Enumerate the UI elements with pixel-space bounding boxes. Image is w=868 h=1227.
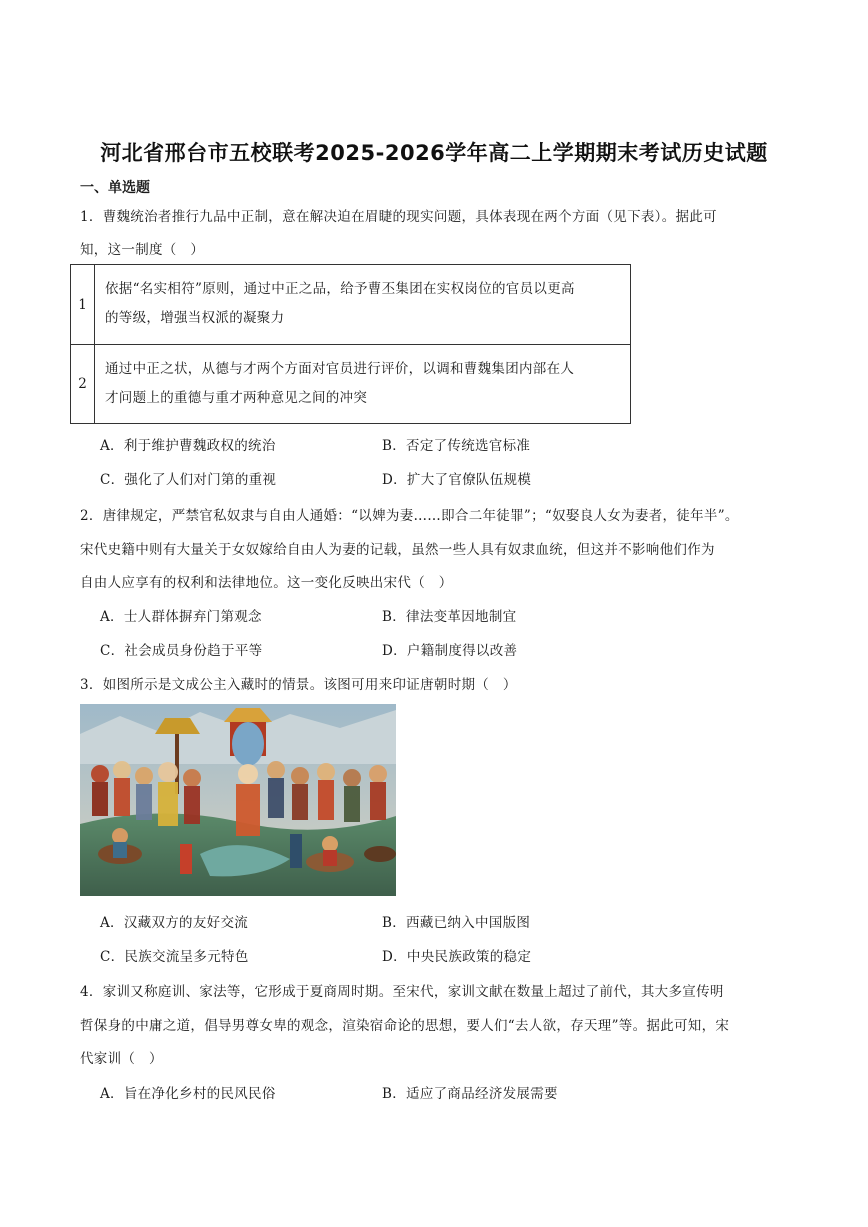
q1-option-d[interactable]: D．扩大了官僚队伍规模	[382, 472, 532, 488]
q1-option-b[interactable]: B．否定了传统选官标准	[382, 438, 531, 454]
q1-option-c[interactable]: C．强化了人们对门第的重视	[100, 472, 277, 488]
q3-option-c[interactable]: C．民族交流呈多元特色	[100, 949, 249, 965]
q2-stem-line-3: 自由人应享有的权利和法律地位。这一变化反映出宋代（ ）	[80, 575, 453, 591]
q4-option-b[interactable]: B．适应了商品经济发展需要	[382, 1086, 558, 1102]
table-row-number: 2	[71, 345, 95, 423]
q1-option-a[interactable]: A．利于维护曹魏政权的统治	[100, 438, 276, 454]
wencheng-princess-painting	[80, 704, 396, 896]
table-cell-line: 依据“名实相符”原则，通过中正之品，给予曹丕集团在实权岗位的官员以更高	[105, 281, 575, 297]
table-row-number: 1	[71, 265, 95, 344]
table-cell	[105, 275, 625, 333]
section-heading: 一、单选题	[80, 180, 150, 196]
table-cell-line: 通过中正之状，从德与才两个方面对官员进行评价，以调和曹魏集团内部在人	[105, 361, 575, 377]
q2-stem-line-2: 宋代史籍中则有大量关于女奴嫁给自由人为妻的记载，虽然一些人具有奴隶血统，但这并不影响他们作为	[80, 542, 715, 558]
q1-stem-line-2: 知，这一制度（ ）	[80, 242, 205, 258]
q3-option-b[interactable]: B．西藏已纳入中国版图	[382, 915, 531, 931]
q4-stem-line-2: 哲保身的中庸之道，倡导男尊女卑的观念，渲染宿命论的思想，要人们“去人欲，存天理”等。据此可知，宋	[80, 1018, 730, 1034]
q4-option-a[interactable]: A．旨在净化乡村的民风民俗	[100, 1086, 276, 1102]
q2-option-c[interactable]: C．社会成员身份趋于平等	[100, 643, 263, 659]
q2-option-a[interactable]: A．士人群体摒弃门第观念	[100, 609, 262, 625]
table-cell	[105, 355, 625, 413]
q1-stem-line-1: 1．曹魏统治者推行九品中正制，意在解决迫在眉睫的现实问题，具体表现在两个方面（见下表）。据此可	[80, 209, 717, 225]
q3-option-d[interactable]: D．中央民族政策的稳定	[382, 949, 532, 965]
page-title: 河北省邢台市五校联考2025-2026学年高二上学期期末考试历史试题	[100, 141, 768, 165]
q4-stem-line-1: 4．家训又称庭训、家法等，它形成于夏商周时期。至宋代，家训文献在数量上超过了前代，其大多宣传明	[80, 984, 724, 1000]
table-row	[71, 345, 630, 423]
table-cell-line: 的等级，增强当权派的凝聚力	[105, 310, 285, 326]
q3-option-a[interactable]: A．汉藏双方的友好交流	[100, 915, 249, 931]
table-cell-line: 才问题上的重德与重才两种意见之间的冲突	[105, 390, 368, 406]
q4-stem-line-3: 代家训（ ）	[80, 1051, 163, 1067]
q2-stem-line-1: 2．唐律规定，严禁官私奴隶与自由人通婚：“以婢为妻……即合二年徒罪”；“奴娶良人女为妻者，徒年半”。	[80, 508, 739, 524]
q2-option-d[interactable]: D．户籍制度得以改善	[382, 643, 518, 659]
q3-stem-line-1: 3．如图所示是文成公主入藏时的情景。该图可用来印证唐朝时期（ ）	[80, 677, 517, 693]
q1-table	[70, 264, 631, 424]
q2-option-b[interactable]: B．律法变革因地制宜	[382, 609, 517, 625]
table-row	[71, 265, 630, 345]
